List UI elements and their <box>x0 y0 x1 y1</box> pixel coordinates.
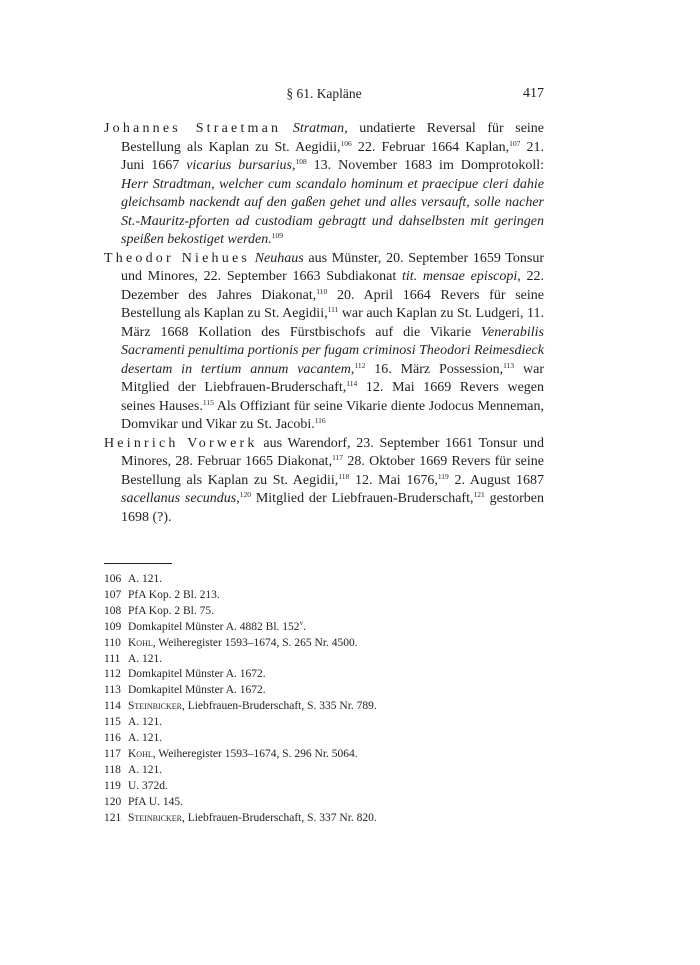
text-run: , Weiheregister 1593–1674, S. 265 Nr. 4500. <box>152 636 358 649</box>
footnote-reference: 107 <box>509 138 521 148</box>
footnote <box>104 617 544 636</box>
author-name: Kohl <box>128 636 153 649</box>
footnote-text <box>128 779 168 795</box>
text-run: 22. Februar 1664 Kaplan, <box>351 139 510 155</box>
footnote-reference: 120 <box>239 490 252 499</box>
footnote-number: 110 <box>104 636 121 649</box>
text-run: 12. Mai 1669 Revers wegen seines Hauses. <box>121 380 544 414</box>
text-run: 28. Oktober 1669 Revers für seine Bestellung als Kaplan zu St. Aegidii, <box>121 454 544 488</box>
text-run: war Mitglied der Liebfrauen-Bruderschaft, <box>121 361 544 395</box>
footnote <box>104 636 544 652</box>
text-run: Domkapitel Münster A. 1672. <box>128 668 266 681</box>
text-run: Domkapitel Münster A. 4882 Bl. 152 <box>128 620 300 633</box>
text-run: 16. März Possession, <box>365 361 504 377</box>
footnote-reference: 111 <box>327 305 339 314</box>
footnote-number: 115 <box>104 716 121 729</box>
footnote-reference: 108 <box>295 157 307 166</box>
footnote-reference: 121 <box>473 490 485 499</box>
person-name: Theodor Niehues <box>104 250 251 266</box>
footnote <box>104 747 544 763</box>
footnote-reference: 116 <box>314 416 326 425</box>
text-run: Mitglied der Liebfrauen-Bruderschaft, <box>251 491 474 506</box>
text-run: 13. November 1683 im Domprotokoll: <box>306 158 544 173</box>
footnote-reference: 110 <box>316 286 328 296</box>
text-run: aus Münster, 20. September 1659 Tonsur und Minores, 22. September 1663 Subdiakonat <box>121 250 544 284</box>
text-run: war auch Kaplan zu St. Ludgeri, 11. März 1668 Kollation des Fürstbischofs auf die Vikarie <box>121 306 544 340</box>
footnote-reference: v <box>299 617 304 627</box>
text-run: , Weiheregister 1593–1674, S. 296 Nr. 5064. <box>152 747 358 760</box>
footnote <box>104 667 544 683</box>
text-run: , <box>350 361 355 377</box>
text-run: 20. April 1664 Revers für seine Bestellung als Kaplan zu St. Aegidii, <box>121 287 545 321</box>
footnote <box>104 588 544 604</box>
text-run: . <box>303 620 307 633</box>
author-name: Steinbicker <box>128 700 182 713</box>
text-run: PfA Kop. 2 Bl. 75. <box>128 604 214 617</box>
text-run: gestorben 1698 (?). <box>121 491 544 525</box>
footnote <box>104 779 544 795</box>
footnote-reference: 117 <box>332 453 344 462</box>
footnote-number: 113 <box>104 684 121 697</box>
text-run: U. 372d. <box>128 779 168 792</box>
text-run: 2. August 1687 <box>448 472 544 488</box>
text-run: , Liebfrauen-Bruderschaft, S. 337 Nr. 820. <box>181 811 377 824</box>
italic-text: Venerabilis Sacramenti penultima portionis per fugam criminosi Theodori Reimesdieck desertam in tertium annum vacantem <box>121 324 544 377</box>
text-run: 12. Mai 1676, <box>349 472 438 488</box>
italic-text: Stratman <box>292 121 345 136</box>
text-run: PfA Kop. 2 Bl. 213. <box>128 588 220 601</box>
footnote <box>104 699 544 715</box>
page-number: 417 <box>523 86 544 101</box>
footnote <box>104 652 544 668</box>
footnote-text <box>128 652 162 668</box>
footnote-text <box>128 715 162 731</box>
text-run: aus Warendorf, 23. September 1661 Tonsur und Minores, 28. Februar 1665 Diakonat, <box>121 435 544 469</box>
footnote-text <box>128 617 307 636</box>
text-run: PfA U. 145. <box>128 795 183 808</box>
text-run: A. 121. <box>128 716 163 729</box>
footnote-reference: 113 <box>503 360 515 370</box>
footnote <box>104 811 544 827</box>
footnote-number: 121 <box>104 811 122 824</box>
footnote-text <box>128 683 266 699</box>
footnotes <box>104 572 544 827</box>
footnote <box>104 763 544 779</box>
body-text <box>104 120 544 527</box>
text-run: A. 121. <box>128 763 163 776</box>
biography-entry <box>104 435 544 528</box>
person-name: Johannes Straetman <box>104 121 282 136</box>
footnote <box>104 795 544 811</box>
footnote-reference: 106 <box>340 138 352 148</box>
footnote-number: 118 <box>104 763 121 776</box>
person-name: Heinrich Vorwerk <box>104 435 258 451</box>
footnote-text <box>128 572 162 588</box>
text-run: , 22. Dezember des Jahres Diakonat, <box>121 269 545 303</box>
running-head: § 61. Kapläne <box>286 86 362 101</box>
footnote-number: 106 <box>104 573 122 585</box>
biography-entry <box>104 250 544 435</box>
footnote <box>104 731 544 747</box>
footnote-reference: 115 <box>202 397 214 407</box>
italic-text: Neuhaus <box>254 250 304 266</box>
footnote-reference: 119 <box>437 471 449 481</box>
footnote-text <box>128 588 220 604</box>
footnote-reference: 118 <box>338 471 350 481</box>
footnote-number: 107 <box>104 588 122 601</box>
footnote <box>104 715 544 731</box>
footnote-number: 109 <box>104 620 122 633</box>
author-name: Kohl <box>128 747 153 760</box>
text-run <box>281 121 293 136</box>
footnote-text <box>128 763 162 779</box>
italic-text: Herr Stradtman, welcher cum scandalo hominum et praecipue cleri dahie gleichsamb nackendt auf den gaßen gehet und alles versauft, solle nacher St.-Mauritz-pforten ad custodiam gebragtt und dahselbsten mit geringen speißen bekostiget werden. <box>121 176 544 247</box>
biography-entry <box>104 120 544 250</box>
footnote-text <box>128 747 358 763</box>
footnote-text <box>128 699 377 715</box>
text-run: Domkapitel Münster A. 1672. <box>128 684 266 697</box>
footnote-text <box>128 795 183 811</box>
footnote <box>104 683 544 699</box>
footnote <box>104 604 544 620</box>
footnote-number: 120 <box>104 795 122 808</box>
footnote-text <box>128 731 162 747</box>
footnote <box>104 572 544 588</box>
text-run: , undatierte Reversal für seine Bestellung als Kaplan zu St. Aegidii, <box>121 121 545 155</box>
footnote-reference: 112 <box>354 360 366 370</box>
italic-text: tit. mensae episcopi <box>401 269 518 284</box>
footnote-number: 114 <box>104 700 121 713</box>
footnote-text <box>128 667 266 683</box>
text-run: , <box>236 491 240 506</box>
footnote-number: 112 <box>104 668 121 681</box>
italic-text: sacellanus secundus <box>121 491 237 506</box>
footnote-text <box>128 636 358 652</box>
footnote-reference: 114 <box>346 379 358 388</box>
footnote-text <box>128 811 377 827</box>
footnote-text <box>128 604 214 620</box>
text-run: A. 121. <box>128 732 163 745</box>
footnote-number: 117 <box>104 747 121 760</box>
italic-text: vicarius bursarius, <box>186 158 296 173</box>
page-header <box>104 86 544 106</box>
footnote-reference: 109 <box>271 231 283 240</box>
text-run: Als Offiziant für seine Vikarie diente Jodocus Menneman, Domvikar und Vikar zu St. Jacobi. <box>121 398 544 432</box>
author-name: Steinbicker <box>128 811 182 824</box>
text-run: A. 121. <box>128 652 163 665</box>
footnote-number: 116 <box>104 732 121 745</box>
footnote-number: 111 <box>104 652 121 665</box>
footnote-number: 119 <box>104 779 121 792</box>
text-run: A. 121. <box>128 573 163 585</box>
text-run: , Liebfrauen-Bruderschaft, S. 335 Nr. 789. <box>181 700 377 713</box>
footnote-separator <box>104 563 172 564</box>
footnote-number: 108 <box>104 604 122 617</box>
text-run: 21. Juni 1667 <box>121 139 544 173</box>
